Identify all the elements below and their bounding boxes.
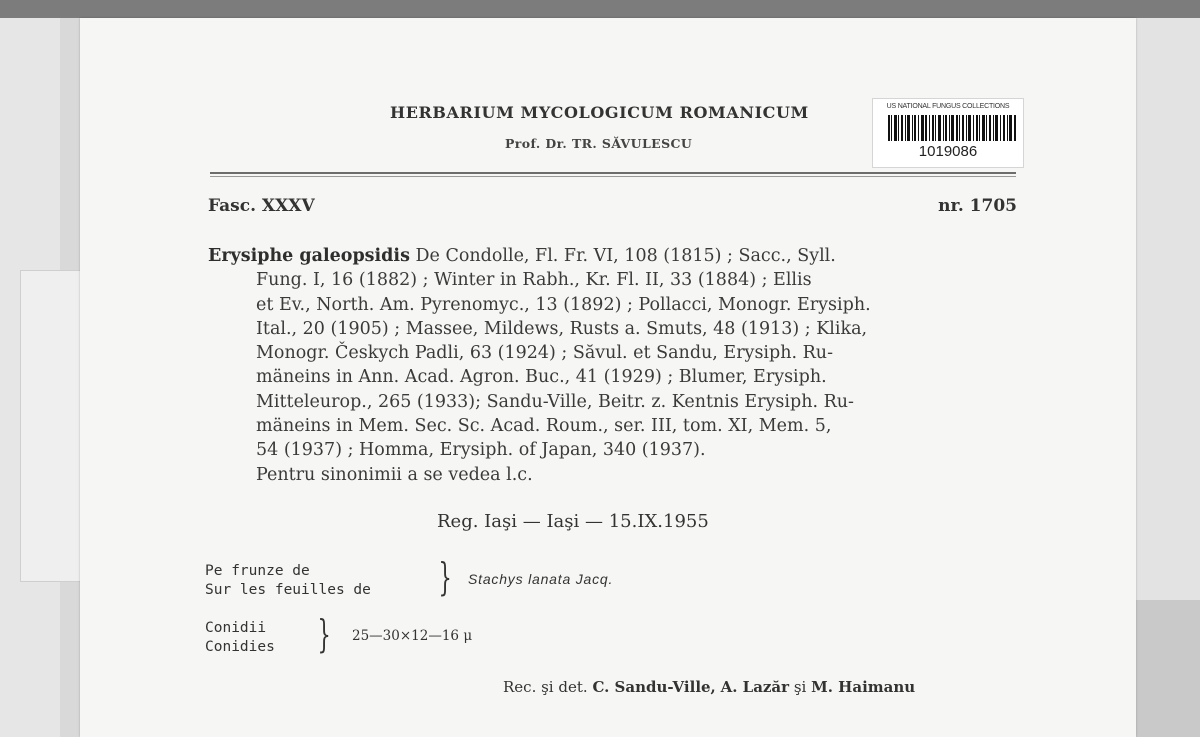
host-plant: Stachys lanata Jacq. — [468, 571, 614, 587]
citation-line: mäneins in Mem. Sec. Sc. Acad. Roum., ser. III, tom. XI, Mem. 5, — [256, 416, 832, 437]
collection-locality-date: Reg. Iaşi — Iaşi — 15.IX.1955 — [437, 511, 709, 532]
collector-name: M. Haimanu — [811, 678, 916, 696]
conidia-size: 25—30×12—16 μ — [352, 628, 473, 644]
citation-text: De Condolle, Fl. Fr. VI, 108 (1815) ; Sacc., Syll. — [415, 246, 836, 266]
background-top — [0, 0, 1200, 18]
herbarium-title: HERBARIUM MYCOLOGICUM ROMANICUM — [390, 103, 809, 122]
collectors-prefix: Rec. şi det. — [503, 678, 588, 696]
conidia-label-romanian: Conidii — [205, 620, 267, 636]
host-label-romanian: Pe frunze de — [205, 563, 310, 579]
barcode-number: 1019086 — [918, 143, 978, 160]
citation-line: 54 (1937) ; Homma, Erysiph. of Japan, 340 (1937). — [256, 440, 706, 461]
header-rule — [210, 172, 1016, 174]
herbarium-label — [80, 18, 1136, 737]
collector-name: A. Lazăr — [720, 678, 790, 696]
citation-line: et Ev., North. Am. Pyrenomyc., 13 (1892) ; Pollacci, Monogr. Erysiph. — [256, 294, 871, 315]
brace-icon: } — [438, 555, 452, 599]
citation-line: Ital., 20 (1905) ; Massee, Mildews, Rusts a. Smuts, 48 (1913) ; Klika, — [256, 318, 868, 339]
barcode-label — [872, 98, 1024, 168]
herbarium-curator: Prof. Dr. TR. SĂVULESCU — [505, 136, 693, 151]
collector-name: C. Sandu-Ville, — [592, 678, 716, 696]
specimen-number: nr. 1705 — [938, 196, 1017, 216]
header-rule-thin — [210, 176, 1016, 177]
synonymy-note: Pentru sinonimii a se vedea l.c. — [256, 464, 533, 485]
species-name: Erysiphe galeopsidis — [208, 246, 410, 266]
citation-line: mäneins in Ann. Acad. Agron. Buc., 41 (1929) ; Blumer, Erysiph. — [256, 367, 827, 388]
taxonomic-citation — [208, 244, 1020, 487]
barcode-caption: US NATIONAL FUNGUS COLLECTIONS — [886, 103, 1010, 110]
citation-line: Monogr. Českych Padli, 63 (1924) ; Săvul. et Sandu, Erysiph. Ru- — [256, 343, 833, 364]
citation-line: Mitteleurop., 265 (1933); Sandu-Ville, Beitr. z. Kentnis Erysiph. Ru- — [256, 391, 854, 412]
fascicle-number: Fasc. XXXV — [208, 196, 315, 216]
barcode-icon — [888, 115, 1016, 141]
host-label-french: Sur les feuilles de — [205, 582, 371, 598]
citation-line: Fung. I, 16 (1882) ; Winter in Rabh., Kr. Fl. II, 33 (1884) ; Ellis — [256, 270, 812, 291]
collectors-join: şi — [793, 678, 807, 696]
brace-icon: } — [317, 612, 331, 656]
citation-line — [208, 244, 1020, 268]
conidia-label-french: Conidies — [205, 639, 275, 655]
background-shadow — [1135, 600, 1200, 737]
collectors — [503, 678, 915, 696]
